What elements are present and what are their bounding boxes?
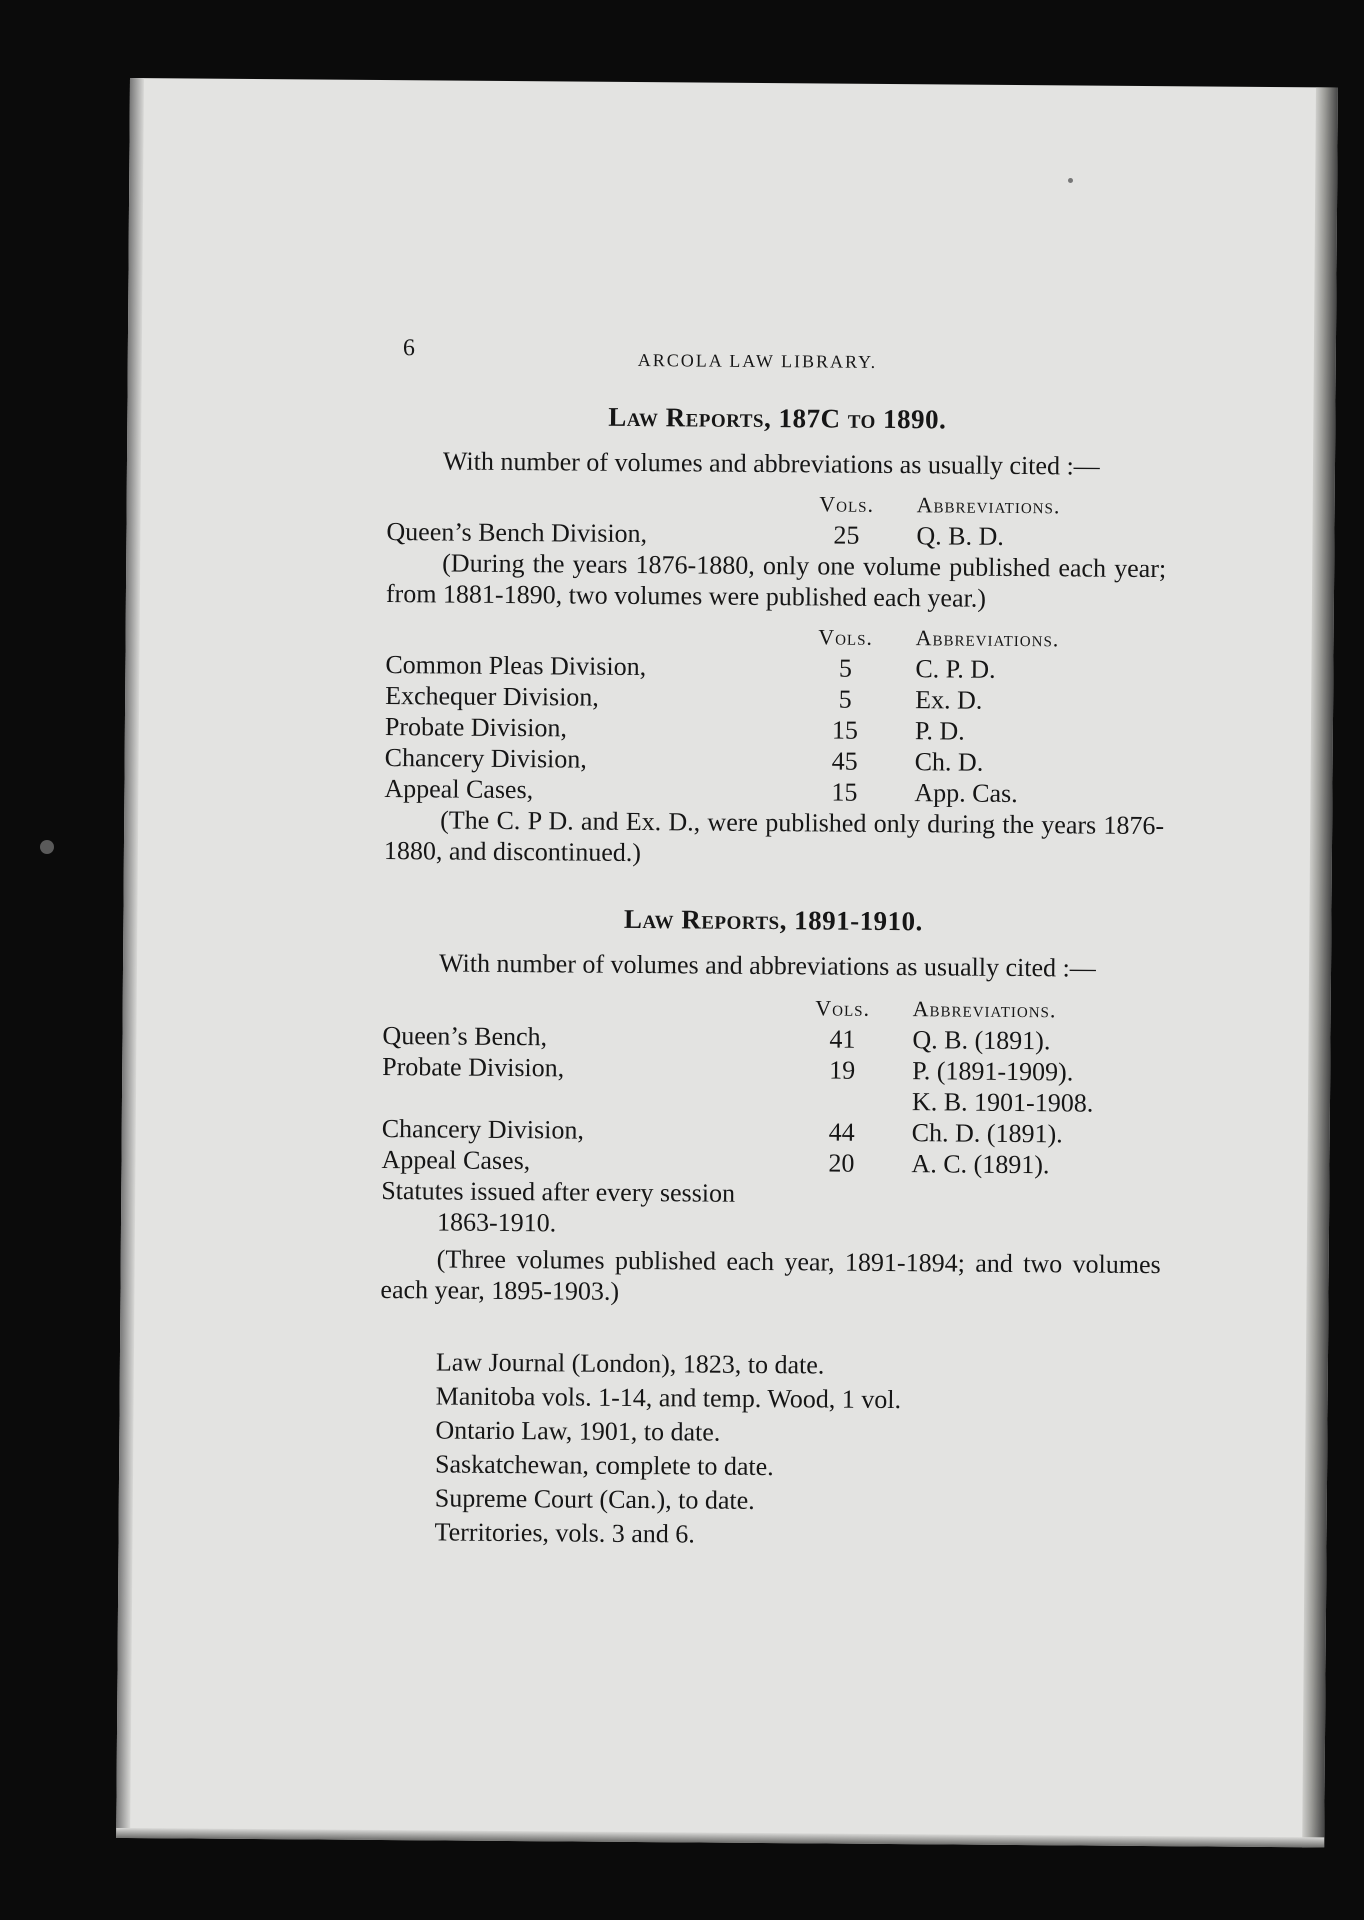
page-number: 6 <box>402 335 415 362</box>
list-item: Saskatchewan, complete to date. <box>435 1449 774 1482</box>
report-title: Queen’s Bench, <box>382 1021 548 1052</box>
report-title: Queen’s Bench Division, <box>386 517 648 549</box>
report-title <box>382 1082 802 1116</box>
report-title: Probate Division, <box>382 1052 565 1083</box>
report-abbr: App. Cas. <box>914 778 1018 808</box>
scan-speck <box>1068 178 1073 183</box>
page-edge-right <box>1302 87 1338 1847</box>
report-title: Probate Division, <box>384 712 568 743</box>
section1-table-a <box>386 486 1060 552</box>
list-item: Law Journal (London), 1823, to date. <box>435 1347 825 1380</box>
vols-header: Vols. <box>819 491 875 517</box>
report-title: Exchequer Division, <box>385 681 599 712</box>
statutes-line: Statutes issued after every session <box>381 1176 736 1208</box>
report-vols: 5 <box>838 653 853 683</box>
report-vols: 19 <box>829 1055 856 1085</box>
abbreviations-header: Abbreviations. <box>916 492 1061 519</box>
report-title: Chancery Division, <box>384 743 587 774</box>
section1-note2: (The C. P D. and Ex. D., were published only during the years 1876-1880, and discontinued.) <box>383 805 1165 868</box>
report-title: Chancery Division, <box>381 1114 585 1145</box>
report-abbr: A. C. (1891). <box>911 1149 1050 1180</box>
statutes-years: 1863-1910. <box>436 1207 557 1238</box>
section1-table-b <box>384 619 1059 809</box>
section2-note: (Three volumes published each year, 1891-1894; and two volumes each year, 1895-1903.) <box>380 1244 1161 1306</box>
running-head: ARCOLA LAW LIBRARY. <box>637 349 878 372</box>
report-vols: 45 <box>831 746 858 776</box>
report-abbr: P. (1891-1909). <box>912 1056 1074 1087</box>
report-vols: 5 <box>838 684 852 714</box>
vols-header: Vols. <box>818 624 874 650</box>
report-vols: 44 <box>828 1117 855 1147</box>
report-vols: 20 <box>828 1148 855 1178</box>
report-vols: 25 <box>833 520 860 550</box>
table-row <box>382 1051 1094 1088</box>
section2-table <box>381 990 1094 1181</box>
report-abbr: C. P. D. <box>915 654 996 684</box>
report-abbr: K. B. 1901-1908. <box>911 1087 1094 1118</box>
report-abbr: Ex. D. <box>915 685 983 715</box>
report-vols: 15 <box>831 715 859 745</box>
list-item: Supreme Court (Can.), to date. <box>434 1483 755 1515</box>
report-vols <box>802 1085 882 1117</box>
list-item: Manitoba vols. 1-14, and temp. Wood, 1 vol. <box>435 1381 902 1415</box>
page-content <box>378 400 1167 1555</box>
report-title: Appeal Cases, <box>381 1145 531 1176</box>
section1-heading: Law Reports, 187C to 1890. <box>608 401 947 435</box>
page-edge-left <box>116 78 144 1838</box>
report-title: Appeal Cases, <box>384 774 534 805</box>
report-abbr: Q. B. D. <box>916 521 1004 551</box>
periodicals-list <box>434 1345 1160 1555</box>
scan-speck <box>40 840 54 854</box>
section2-intro: With number of volumes and abbreviations as usually cited :— <box>438 948 1096 983</box>
report-vols: 15 <box>831 777 858 807</box>
vols-header: Vols. <box>815 995 871 1021</box>
section1-intro: With number of volumes and abbreviations as usually cited :— <box>442 446 1100 481</box>
report-abbr: Ch. D. (1891). <box>911 1118 1063 1149</box>
list-item: Ontario Law, 1901, to date. <box>435 1415 721 1447</box>
report-abbr: Ch. D. <box>914 747 984 777</box>
report-title: Common Pleas Division, <box>385 650 647 682</box>
report-abbr: Q. B. (1891). <box>912 1025 1051 1056</box>
abbreviations-header: Abbreviations. <box>912 996 1057 1023</box>
list-item: Territories, vols. 3 and 6. <box>434 1517 695 1549</box>
report-abbr: P. D. <box>914 716 965 746</box>
section1-note1: (During the years 1876-1880, only one volume published each year; from 1881-1890, two volumes were published each year.) <box>385 548 1167 613</box>
page-edge-bottom <box>116 1828 1324 1847</box>
section2-heading: Law Reports, 1891-1910. <box>623 903 924 937</box>
book-page <box>116 78 1338 1847</box>
report-vols: 41 <box>829 1024 856 1054</box>
abbreviations-header: Abbreviations. <box>915 625 1060 652</box>
